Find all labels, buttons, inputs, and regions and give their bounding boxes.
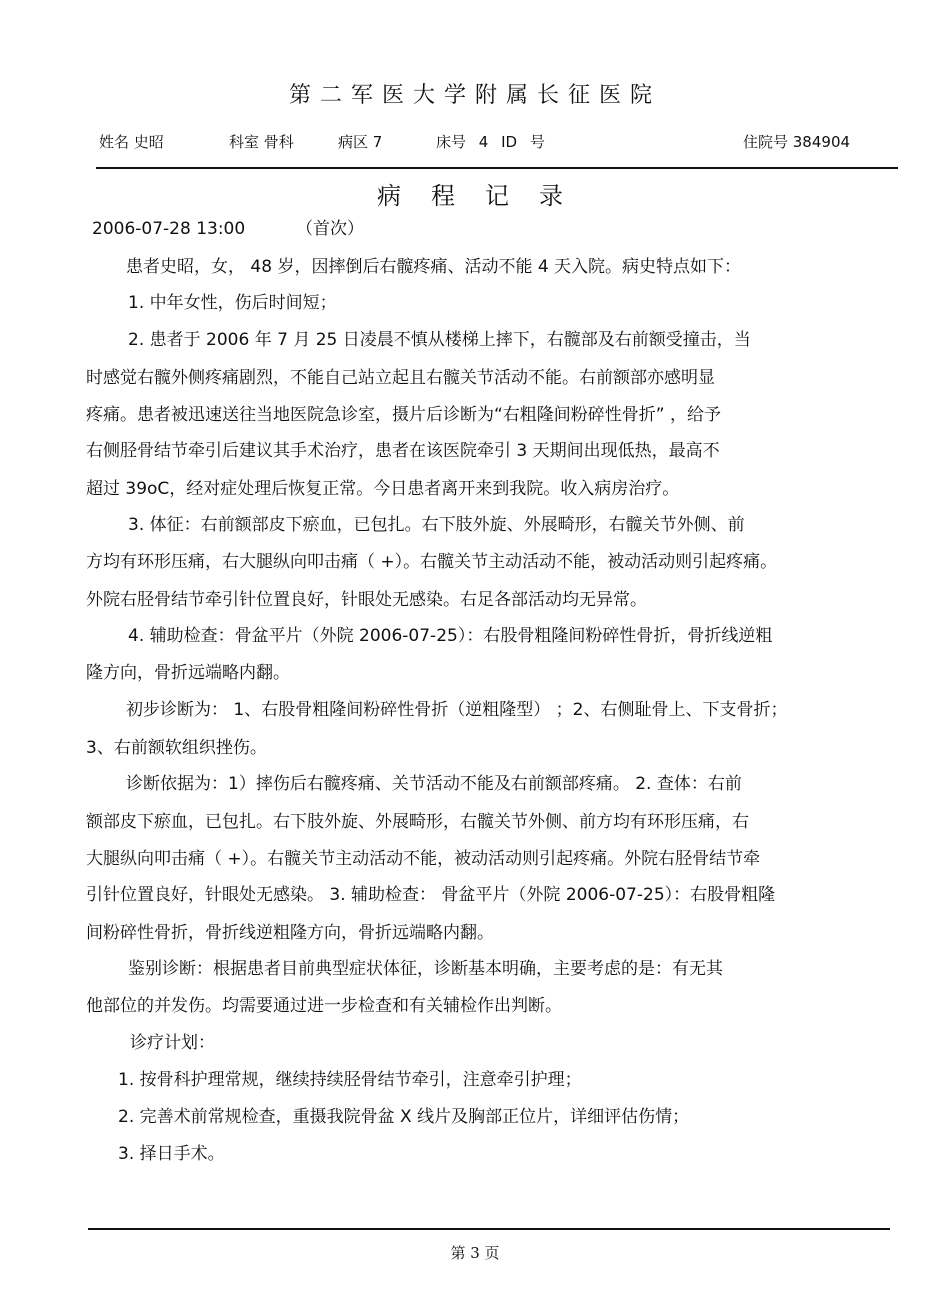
body-line: 3. 择日手术。 bbox=[118, 1144, 225, 1164]
body-line: 超过 39oC，经对症处理后恢复正常。今日患者离开来到我院。收入病房治疗。 bbox=[86, 479, 680, 499]
page-number: 第 3 页 bbox=[450, 1244, 500, 1262]
body-line: 大腿纵向叩击痛（ +）。右髋关节主动活动不能，被动活动则引起疼痛。外院右胫骨结节牵 bbox=[86, 849, 761, 869]
body-line: 间粉碎性骨折，骨折线逆粗隆方向，骨折远端略内翻。 bbox=[86, 923, 494, 943]
department: 科室 骨科 bbox=[229, 133, 294, 151]
body-line: 疼痛。患者被迅速送往当地医院急诊室，摄片后诊断为“右粗隆间粉碎性骨折” ，给予 bbox=[86, 405, 722, 425]
body-line: 4. 辅助检查：骨盆平片（外院 2006-07-25）：右股骨粗隆间粉碎性骨折，骨折线逆粗 bbox=[128, 626, 773, 646]
admission-number: 住院号 384904 bbox=[743, 133, 851, 151]
body-line: 右侧胫骨结节牵引后建议其手术治疗，患者在该医院牵引 3 天期间出现低热，最高不 bbox=[86, 441, 720, 461]
body-line: 2. 完善术前常规检查，重摄我院骨盆 X 线片及胸部正位片，详细评估伤情； bbox=[118, 1107, 690, 1127]
body-line: 时感觉右髋外侧疼痛剧烈，不能自己站立起且右髋关节活动不能。右前额部亦感明显 bbox=[86, 368, 715, 388]
body-line: 3、右前额软组织挫伤。 bbox=[86, 738, 267, 758]
body-line: 方均有环形压痛，右大腿纵向叩击痛（ +）。右髋关节主动活动不能，被动活动则引起疼痛。 bbox=[86, 552, 778, 572]
ward: 病区 7 bbox=[338, 133, 383, 151]
hospital-name: 第二军医大学附属长征医院 bbox=[288, 83, 661, 108]
body-line: 诊断依据为：1）摔伤后右髋疼痛、关节活动不能及右前额部疼痛。 2. 查体：右前 bbox=[126, 774, 742, 794]
record-datetime: 2006-07-28 13:00 bbox=[92, 219, 246, 239]
body-line: 他部位的并发伤。均需要通过进一步检查和有关辅检作出判断。 bbox=[86, 996, 562, 1016]
body-line: 额部皮下瘀血，已包扎。右下肢外旋、外展畸形，右髋关节外侧、前方均有环形压痛，右 bbox=[86, 812, 749, 832]
footer-divider bbox=[88, 1228, 890, 1230]
bed-id: 床号 4 ID 号 bbox=[436, 133, 545, 151]
body-line: 初步诊断为： 1、右股骨粗隆间粉碎性骨折（逆粗隆型） ；2、右侧耻骨上、下支骨折； bbox=[126, 700, 788, 720]
record-type: （首次） bbox=[296, 219, 364, 239]
body-line: 3. 体征：右前额部皮下瘀血，已包扎。右下肢外旋、外展畸形，右髋关节外侧、前 bbox=[128, 515, 745, 535]
header-divider bbox=[96, 167, 898, 169]
body-line: 患者史昭，女， 48 岁，因摔倒后右髋疼痛、活动不能 4 天入院。病史特点如下： bbox=[126, 257, 742, 277]
body-line: 1. 中年女性，伤后时间短； bbox=[128, 293, 337, 313]
body-line: 2. 患者于 2006 年 7 月 25 日凌晨不慎从楼梯上摔下，右髋部及右前额受撞击，当 bbox=[128, 330, 751, 350]
body-line: 1. 按骨科护理常规，继续持续胫骨结节牵引，注意牵引护理； bbox=[118, 1070, 582, 1090]
record-title: 病程记录 bbox=[377, 182, 593, 210]
body-line: 诊疗计划： bbox=[130, 1033, 215, 1053]
body-line: 外院右胫骨结节牵引针位置良好，针眼处无感染。右足各部活动均无异常。 bbox=[86, 590, 647, 610]
body-line: 鉴别诊断：根据患者目前典型症状体征，诊断基本明确，主要考虑的是：有无其 bbox=[128, 959, 723, 979]
body-line: 引针位置良好，针眼处无感染。 3. 辅助检查： 骨盆平片（外院 2006-07-25）：右股骨粗隆 bbox=[86, 885, 776, 905]
patient-name: 姓名 史昭 bbox=[99, 133, 164, 151]
body-line: 隆方向，骨折远端略内翻。 bbox=[86, 663, 290, 683]
